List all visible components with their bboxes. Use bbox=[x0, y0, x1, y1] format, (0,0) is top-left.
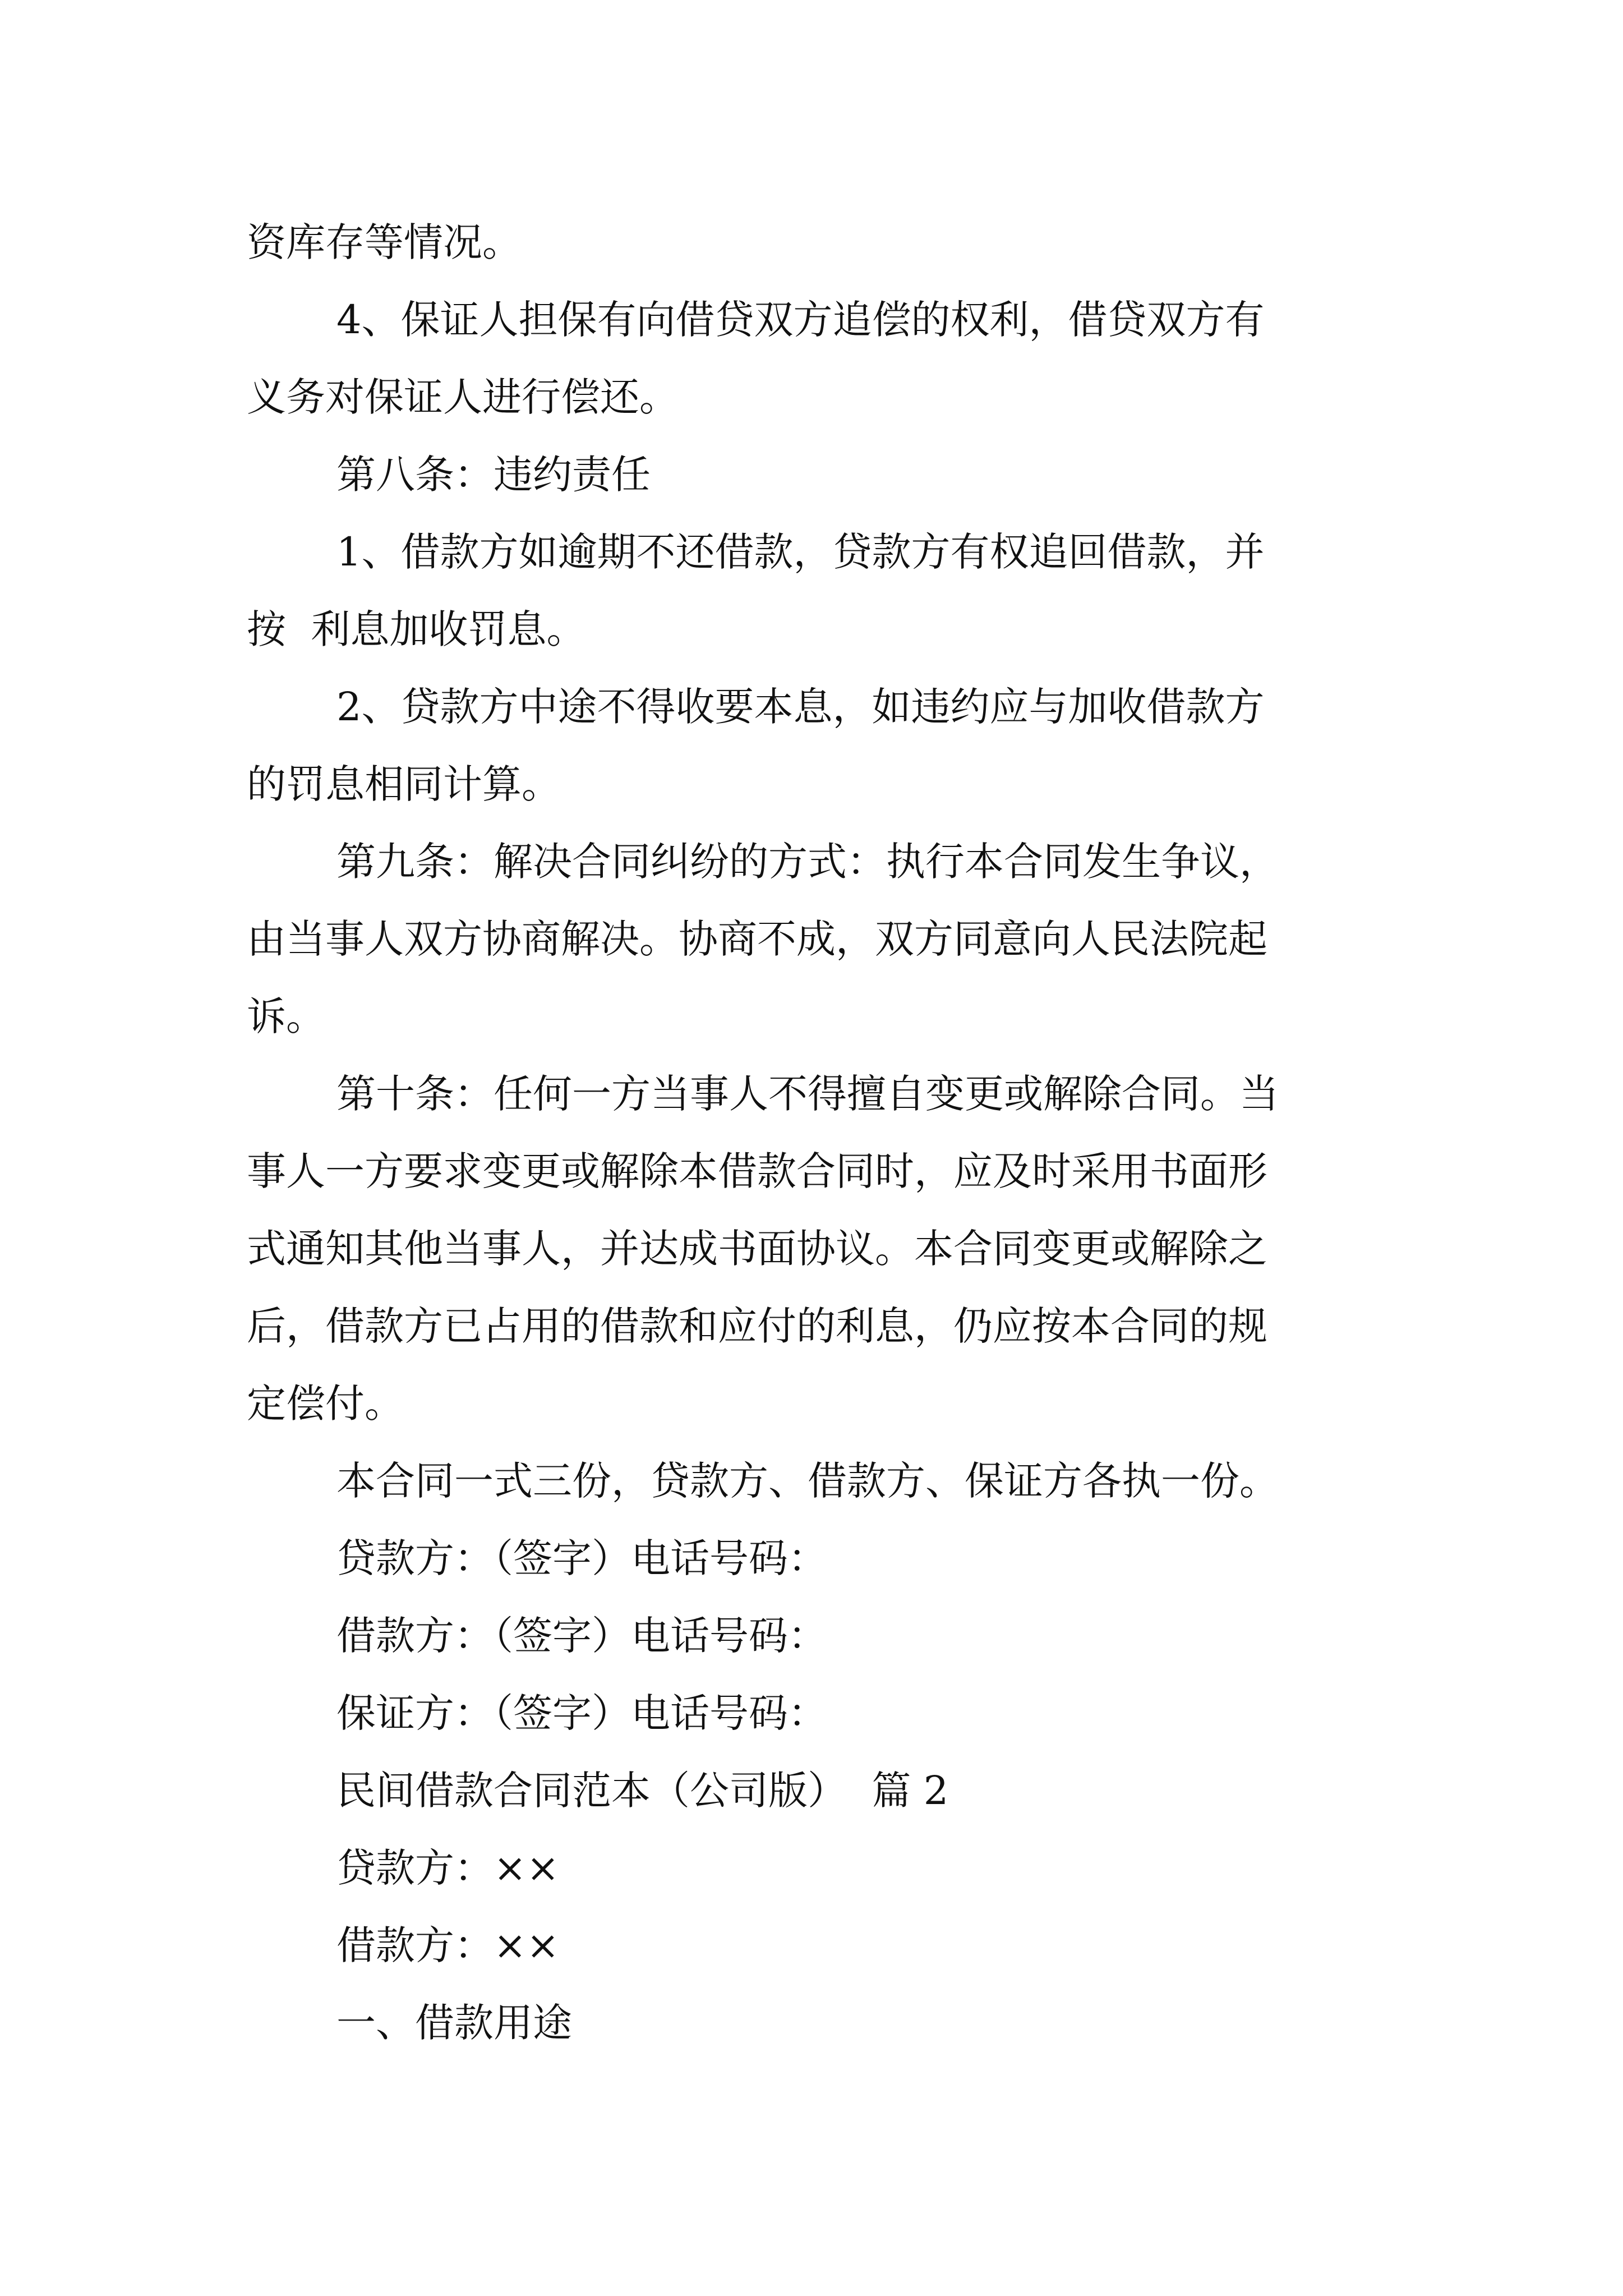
text-line: 义务对保证人进行偿还。 bbox=[247, 374, 679, 420]
text-line: 2、贷款方中途不得收要本息，如违约应与加收借款方 bbox=[336, 684, 1265, 730]
text-line: 借款方：×× bbox=[336, 1922, 560, 1968]
section-title: 民间借款合同范本（公司版） 篇 2 bbox=[336, 1768, 949, 1814]
section-heading: 一、借款用途 bbox=[336, 2000, 572, 2046]
text-line: 资库存等情况。 bbox=[247, 219, 522, 265]
text-line: 定偿付。 bbox=[247, 1381, 404, 1427]
text-line: 后，借款方已占用的借款和应付的利息，仍应按本合同的规 bbox=[247, 1303, 1267, 1349]
text-line: 第九条：解决合同纠纷的方式：执行本合同发生争议， bbox=[336, 839, 1279, 885]
text-line: 诉。 bbox=[247, 993, 325, 1039]
lender-signature-line: 贷款方：（签字）电话号码： bbox=[336, 1535, 827, 1581]
text-line: 第十条：任何一方当事人不得擅自变更或解除合同。当 bbox=[336, 1071, 1279, 1117]
text-line: 1、借款方如逾期不还借款，贷款方有权追回借款，并 bbox=[336, 529, 1265, 575]
text-line: 由当事人双方协商解决。协商不成，双方同意向人民法院起 bbox=[247, 916, 1267, 962]
text-line: 按 利息加收罚息。 bbox=[247, 606, 586, 652]
text-line: 的罚息相同计算。 bbox=[247, 761, 561, 807]
guarantor-signature-line: 保证方：（签字）电话号码： bbox=[336, 1690, 827, 1736]
section-heading: 第八条：违约责任 bbox=[336, 452, 651, 498]
text-line: 事人一方要求变更或解除本借款合同时，应及时采用书面形 bbox=[247, 1148, 1267, 1194]
borrower-signature-line: 借款方：（签字）电话号码： bbox=[336, 1613, 827, 1659]
text-line: 式通知其他当事人，并达成书面协议。本合同变更或解除之 bbox=[247, 1226, 1267, 1272]
text-line: 本合同一式三份，贷款方、借款方、保证方各执一份。 bbox=[336, 1458, 1279, 1504]
text-line: 贷款方：×× bbox=[336, 1845, 560, 1891]
text-line: 4、保证人担保有向借贷双方追偿的权利，借贷双方有 bbox=[336, 297, 1265, 343]
